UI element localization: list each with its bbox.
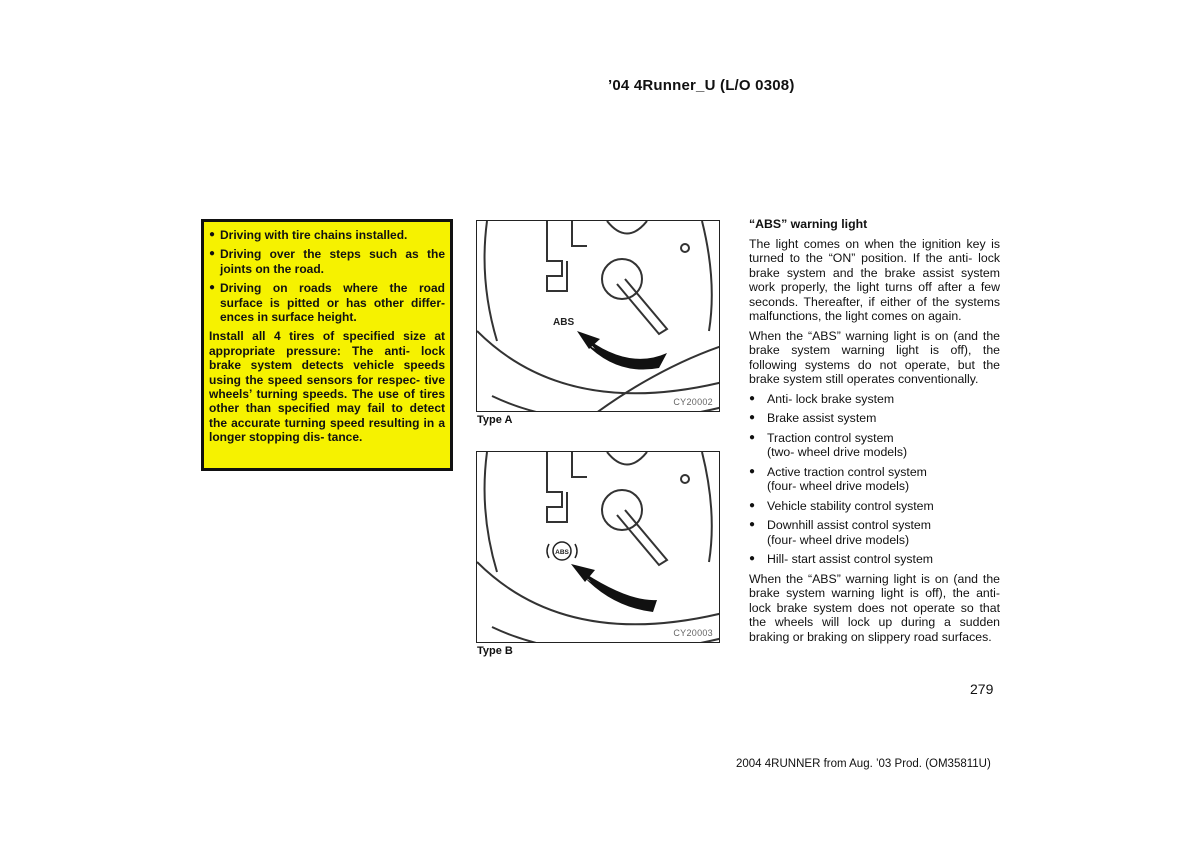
figure-caption: Type B	[477, 645, 513, 657]
paragraph: When the “ABS” warning light is on (and the brake system warning light is off), the following systems do not operate, but the brake system still operates conventionally.	[749, 328, 1000, 386]
figure-caption: Type A	[477, 414, 513, 426]
bullet-icon: ●	[749, 499, 756, 511]
bullet-icon: ●	[749, 431, 756, 443]
abs-label: ABS	[553, 317, 575, 328]
abs-warning-icon	[547, 542, 577, 560]
list-item: ● Traction control system (two- wheel drive models)	[749, 430, 908, 459]
page-header-title: ’04 4Runner_U (L/O 0308)	[608, 77, 795, 94]
page-number: 279	[970, 681, 994, 697]
bullet-icon: ●	[749, 519, 756, 530]
caution-bullet: ● Driving over the steps such as the joints on the road.	[209, 247, 445, 276]
svg-text:ABS: ABS	[555, 549, 569, 556]
list-item: ● Hill- start assist control system	[749, 552, 934, 566]
bullet-icon: ●	[749, 465, 756, 477]
figure-type-a	[476, 220, 720, 412]
caution-bullet: ● Driving on roads where the road surface is pitted or has other differ- ences in surface height.	[209, 281, 445, 325]
abs-section	[749, 217, 1000, 649]
bullet-icon: ●	[209, 282, 216, 294]
paragraph: When the “ABS” warning light is on (and the brake system warning light is off), the anti- lock brake system does not operate so that the wheels will lock up during a sudden braking or braking on slippery road surfaces.	[749, 571, 1000, 644]
systems-list	[749, 392, 1000, 567]
list-item: ● Brake assist system	[749, 411, 877, 425]
list-item: ● Downhill assist control system (four- wheel drive models)	[749, 518, 932, 547]
page-footer: 2004 4RUNNER from Aug. ’03 Prod. (OM35811U)	[736, 758, 991, 770]
bullet-icon: ●	[749, 553, 756, 564]
caution-box	[201, 219, 453, 471]
caution-bullet: ● Driving with tire chains installed.	[209, 228, 408, 242]
list-item: ● Active traction control system (four- wheel drive models)	[749, 464, 927, 493]
paragraph: The light comes on when the ignition key is turned to the “ON” position. If the anti- lock brake system and the brake assist system work properly, the light turns off after a few seconds. Thereafter, if either of the systems malfunctions, the light comes on again.	[749, 236, 1000, 323]
figure-code: CY20003	[673, 628, 713, 638]
section-heading: “ABS” warning light	[749, 217, 868, 231]
bullet-icon: ●	[209, 248, 216, 260]
gauge-illustration-a	[477, 221, 719, 411]
bullet-icon: ●	[209, 229, 216, 240]
list-item: ● Vehicle stability control system	[749, 498, 934, 513]
figure-type-b	[476, 451, 720, 643]
list-item: ● Anti- lock brake system	[749, 391, 895, 406]
bullet-icon: ●	[749, 412, 756, 423]
caution-paragraph: Install all 4 tires of specified size at appropriate pressure: The anti- lock brake system detects vehicle speeds using the speed sensors for respec- tive wheels’ turning speeds. The use of tires other than specified may fail to detect the accurate turning speed resulting in a longer stopping dis- tance.	[209, 329, 445, 445]
figure-code: CY20002	[673, 397, 713, 407]
gauge-illustration-b	[477, 452, 719, 642]
bullet-icon: ●	[749, 392, 756, 404]
